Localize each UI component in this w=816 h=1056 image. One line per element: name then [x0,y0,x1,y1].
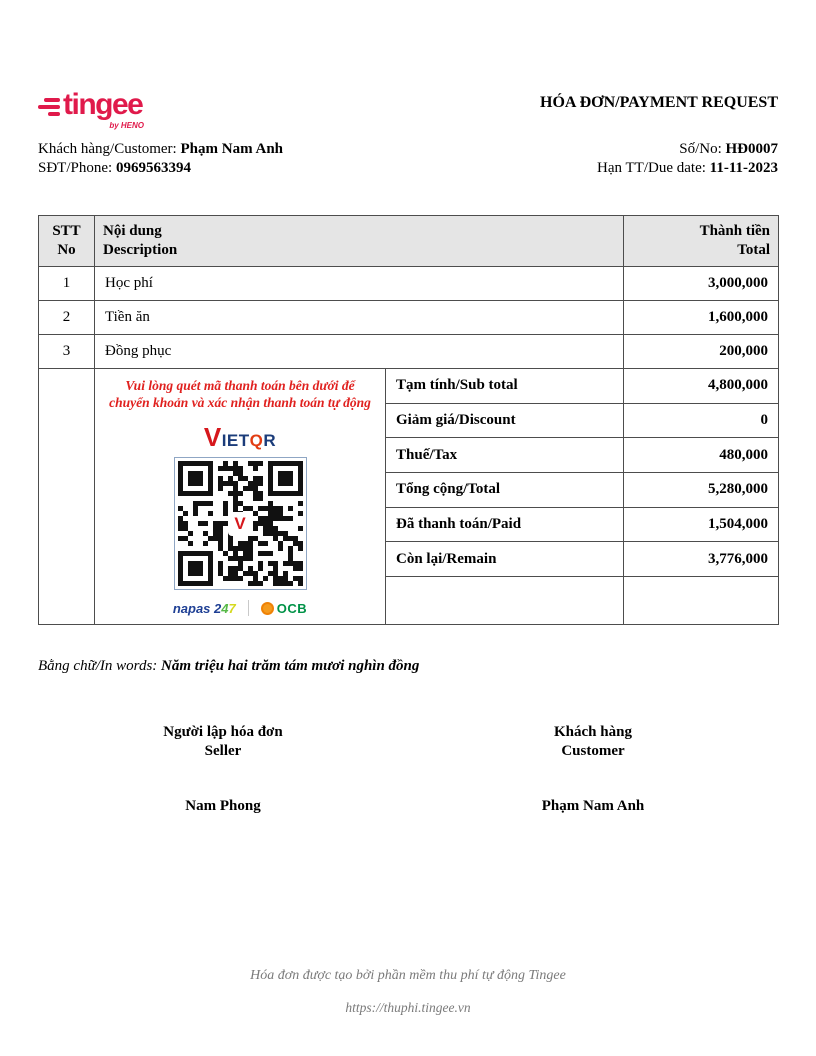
seller-title-en: Seller [204,743,242,759]
summary-value: 5,280,000 [624,473,779,508]
row-description: Học phí [95,267,624,301]
seller-title-vi: Người lập hóa đơn [163,724,283,740]
logo-wordmark: tingee [63,88,143,121]
summary-value: 0 [624,403,779,438]
ocb-logo: OCB [261,601,307,616]
payment-qr-code [174,457,307,590]
row-description: Tiền ăn [95,301,624,335]
summary-value: 1,504,000 [624,507,779,542]
col-header-description: Nội dung Description [95,216,624,267]
vietqr-logo: VIETQR [203,422,277,452]
phone-line [38,159,283,178]
invoice-table [38,215,779,625]
qr-instruction: Vui lòng quét mã thanh toán bên dưới để chuyển khoản và xác nhận thanh toán tự động [109,378,371,410]
summary-row [39,369,779,404]
customer-title-en: Customer [561,743,625,759]
col-header-total: Thành tiền Total [624,216,779,267]
page-footer [0,968,816,1016]
footer-note: Hóa đơn được tạo bởi phần mềm thu phí tự động Tingee [250,968,566,983]
customer-name: Phạm Nam Anh [180,141,284,157]
invoice-meta [597,140,778,178]
row-index: 2 [39,301,95,335]
due-date-value: 11-11-2023 [709,160,778,176]
speed-lines-icon [38,98,60,116]
invoice-no-value: HĐ0007 [725,141,778,157]
seller-signature [38,723,408,816]
row-description: Đồng phục [95,335,624,369]
empty-stt-cell [39,369,95,625]
napas-247-logo: napas 247 [172,600,236,616]
logo-subtext: by HENO [109,121,144,130]
customer-signature-name: Phạm Nam Anh [541,798,645,814]
in-words-label: Bằng chữ/In words: [38,658,162,674]
header-info [38,140,778,178]
table-row [39,267,779,301]
invoice-no-line [597,140,778,159]
row-amount: 1,600,000 [624,301,779,335]
seller-name: Nam Phong [185,798,261,814]
summary-label: Còn lại/Remain [386,542,624,577]
summary-label: Giảm giá/Discount [386,403,624,438]
summary-label: Đã thanh toán/Paid [386,507,624,542]
summary-label: Tổng cộng/Total [386,473,624,508]
row-index: 1 [39,267,95,301]
ocb-icon [261,602,274,615]
row-amount: 3,000,000 [624,267,779,301]
footer-url[interactable]: https://thuphi.tingee.vn [345,1000,471,1015]
customer-info [38,140,283,178]
summary-value: 480,000 [624,438,779,473]
signature-section [38,723,778,816]
table-row [39,301,779,335]
row-amount: 200,000 [624,335,779,369]
phone-label: SĐT/Phone: [38,160,116,176]
customer-label: Khách hàng/Customer: [38,141,181,157]
customer-signature [408,723,778,816]
due-date-line [597,159,778,178]
tingee-logo [38,90,158,130]
phone-value: 0969563394 [115,160,191,176]
summary-label: Thuế/Tax [386,438,624,473]
summary-label: Tạm tính/Sub total [386,369,624,404]
customer-line [38,140,283,159]
summary-value: 3,776,000 [624,542,779,577]
table-row [39,335,779,369]
summary-value: 4,800,000 [624,369,779,404]
due-date-label: Hạn TT/Due date: [597,160,710,176]
header [38,90,778,130]
customer-title-vi: Khách hàng [554,724,632,740]
table-header-row [39,216,779,267]
payment-brands [173,600,307,616]
col-header-stt: STT No [39,216,95,267]
document-title: HÓA ĐƠN/PAYMENT REQUEST [540,94,778,111]
invoice-no-label: Số/No: [679,141,726,157]
qr-center-logo: V [228,512,252,536]
row-index: 3 [39,335,95,369]
brand-divider [248,600,249,616]
qr-payment-cell [95,369,386,625]
amount-in-words [38,658,778,675]
in-words-value: Năm triệu hai trăm tám mươi nghìn đồng [161,658,420,674]
